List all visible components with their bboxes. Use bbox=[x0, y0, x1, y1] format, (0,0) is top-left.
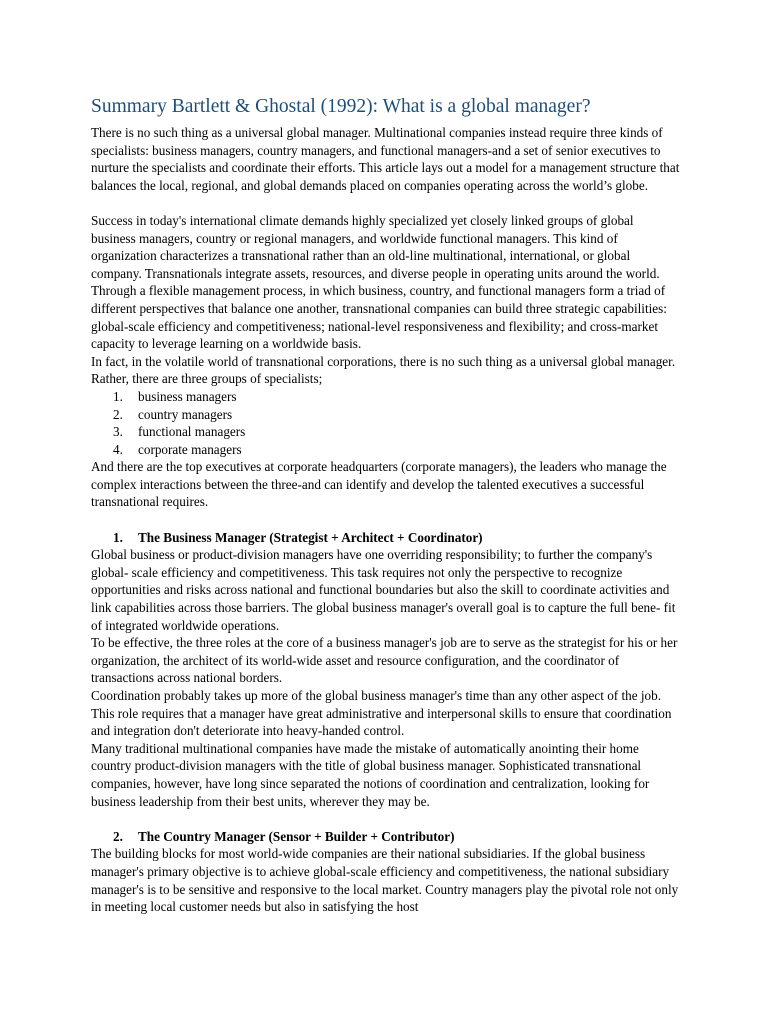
list-item bbox=[91, 441, 681, 459]
paragraph-gap bbox=[91, 810, 681, 828]
list-item-label: functional managers bbox=[138, 424, 246, 440]
list-item-label: country managers bbox=[138, 406, 233, 422]
list-number: 1. bbox=[113, 388, 123, 404]
section-number: 1. bbox=[113, 529, 123, 545]
business-manager-paragraph-3: Coordination probably takes up more of the global business manager's time than any other aspect of the job. This role requires that a manager have great administrative and interpersonal skills to ensure that coordination and integration don't deteriorate into heavy-handed control. bbox=[91, 688, 672, 739]
business-manager-paragraph-1: Global business or product-division managers have one overriding responsibility; to further the company's global- scale efficiency and competitiveness. This task requires not only the perspective to recognize opportunities and risks across national and functional boundaries but also the skill to coordinate activities and link capabilities across those barriers. The global business manager's overall goal is to capture the full bene- fit of integrated worldwide operations. bbox=[91, 547, 676, 633]
section-number: 2. bbox=[113, 828, 123, 844]
top-executives-paragraph: And there are the top executives at corporate headquarters (corporate managers), the leaders who manage the complex interactions between the three-and can identify and develop the talented executives a successful transnational requires. bbox=[91, 459, 667, 510]
list-number: 2. bbox=[113, 406, 123, 422]
intro-paragraph: There is no such thing as a universal global manager. Multinational companies instead require three kinds of specialists: business managers, country managers, and functional managers-and a set of senior executives to nurture the specialists and coordinate their efforts. This article lays out a model for a management structure that balances the local, regional, and global demands placed on companies operating across the world’s globe. bbox=[91, 125, 680, 193]
list-item bbox=[91, 406, 681, 424]
paragraph-gap bbox=[91, 511, 681, 529]
list-item-label: business managers bbox=[138, 388, 237, 404]
section-heading-text: The Business Manager (Strategist + Architect + Coordinator) bbox=[138, 529, 483, 545]
list-item-label: corporate managers bbox=[138, 441, 242, 457]
document-title: Summary Bartlett & Ghostal (1992): What is a global manager? bbox=[91, 96, 591, 117]
section-heading-business-manager bbox=[91, 529, 681, 547]
section-heading-country-manager bbox=[91, 828, 681, 846]
list-number: 3. bbox=[113, 424, 123, 440]
list-number: 4. bbox=[113, 441, 123, 457]
specialists-list bbox=[91, 388, 681, 458]
paragraph-gap bbox=[91, 194, 681, 212]
list-item bbox=[91, 423, 681, 441]
section-heading-text: The Country Manager (Sensor + Builder + Contributor) bbox=[138, 828, 455, 844]
document-content bbox=[91, 93, 681, 916]
country-manager-paragraph-1: The building blocks for most world-wide companies are their national subsidiaries. If the global business manager's primary objective is to achieve global-scale efficiency and competitiveness, the national subsidiary manager's is to be sensitive and responsive to the local market. Country managers play the pivotal role not only in meeting local customer needs but also in satisfying the host bbox=[91, 846, 679, 915]
list-item bbox=[91, 388, 681, 406]
business-manager-paragraph-4: Many traditional multinational companies have made the mistake of automatically anointing their home country product-division managers with the title of global business manager. Sophisticated transnational companies, however, have long since separated the notions of coordination and centralization, looking for business leadership from their best units, wherever they may be. bbox=[91, 740, 650, 809]
success-paragraph: Success in today's international climate demands highly specialized yet closely linked groups of global business managers, country or regional managers, and worldwide functional managers. This kind of organization characterizes a transnational rather than an old-line multinational, international, or global company. Transnationals integrate assets, resources, and diverse people in operating units around the world. Through a flexible management process, in which business, country, and functional managers form a triad of different perspectives that balance one another, transnational companies can build three strategic capabilities: global-scale efficiency and competitiveness; national-level responsiveness and flexibility; and cross-market capacity to leverage learning on a worldwide basis. bbox=[91, 212, 667, 352]
business-manager-paragraph-2: To be effective, the three roles at the core of a business manager's job are to serve as the strategist for his or her organization, the architect of its world-wide asset and resource configuration, and the coordinator of transactions across national borders. bbox=[91, 635, 678, 686]
in-fact-paragraph: In fact, in the volatile world of transnational corporations, there is no such thing as a universal global manager. Rather, there are three groups of specialists; bbox=[91, 353, 676, 387]
